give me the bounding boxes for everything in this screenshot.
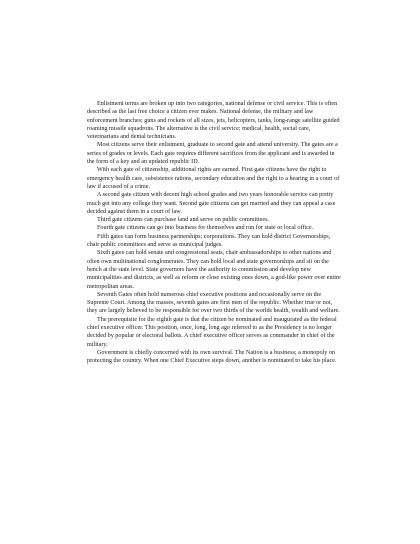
- paragraph-government: Government is chiefly concerned with its own survival. The Nation is a business; a monopoly on protecting the country. When one Chief Executive steps down, another is nominated to take his place.: [87, 349, 337, 365]
- paragraph-enlistment: Enlistment terms are broken up into two categories, national defense or civil service. This is often described as the last free choice a citizen ever makes. National defense, the military and law enforcement branches; guns and rockets of all sizes, jets, helicopters, tanks, long-range satellite guided roaming missile squadrons. The alternative is the civil service; medical, health, social care, veterinarians and dental technicians.: [87, 101, 340, 141]
- paragraph-first-gate: With each gate of citizenship, additional rights are earned. First gate citizens have the right to emergency health care, subsistence rations, secondary education and the right to a hearing in a court of law if accused of a crime.: [87, 167, 340, 190]
- paragraph-third-gate: Third gate citizens can purchase land and serve on public committees.: [97, 217, 270, 224]
- paragraph-eighth-gate: The prerequisite for the eighth gate is that the citizen be nominated and inaugurated as the federal chief executive officer. This position, once, long, long ago referred to as the Presidency is no longer decided by popular or electoral ballots. A chief executive officer serves as commander in chief of the military.: [87, 316, 337, 348]
- paragraph-second-gate: A second gate citizen with decent high school grades and two years honorable service can pretty much get into any college they want. Second gate citizens can get married and they can appeal a case decided against them in a court of law.: [87, 192, 336, 215]
- paragraph-gates: Most citizens serve their enlistment, graduate to second gate and attend university. The gates are a series of grades or levels. Each gate requires different sacrifices from the applicant and is awarded in the form of a key and an updated republic ID.: [87, 142, 338, 166]
- paragraph-fourth-gate: Fourth gate citizens can go into business for themselves and run for state or local office.: [97, 225, 314, 232]
- body-text: [87, 100, 343, 366]
- paragraph-sixth-gate: Sixth gates can hold senate and congressional seats, chair ambassadorships to other nations and often own multinational conglomerates. They can hold local and state governorships and sit on the bench at the state level. State governors have the authority to commission and develop new municipalities and districts, as well as reform or close existing ones down, a god-like power over entire metropolitan areas.: [87, 250, 341, 290]
- paragraph-fifth-gate: Fifth gates can form business partnerships; corporations. They can hold district Governorships, chair public committees and serve as municipal judges.: [87, 233, 331, 249]
- paragraph-seventh-gate: Seventh Gates often hold numerous chief executive positions and occasionally serve on the Supreme Court. Among the masses, seventh gates are first men of the republic. Whether true or not, they are largely believed to be responsible for over two thirds of the worlds health, wealth and welfare.: [87, 291, 340, 315]
